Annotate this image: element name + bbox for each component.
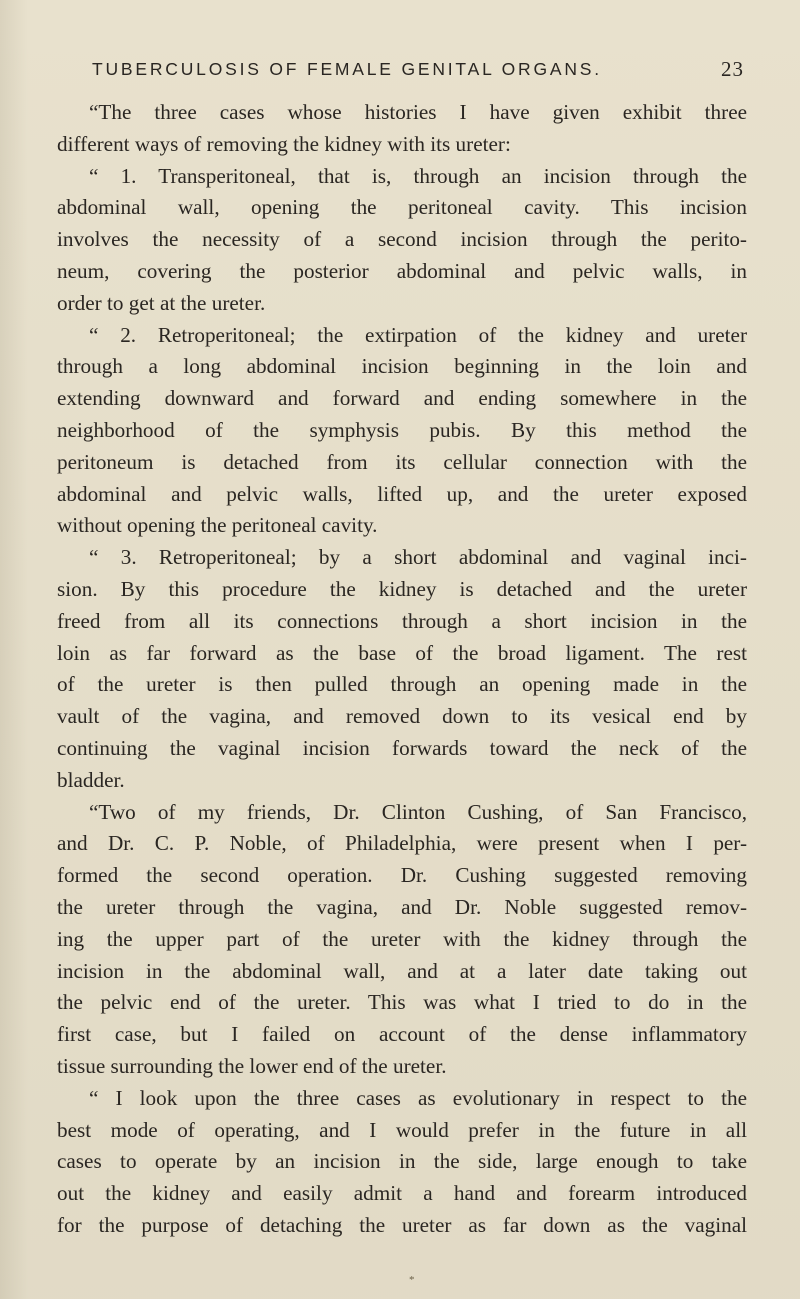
text-line: tissue surrounding the lower end of the ureter.: [57, 1053, 447, 1078]
running-head: [92, 59, 744, 89]
running-title: TUBERCULOSIS OF FEMALE GENITAL ORGANS.: [92, 59, 602, 79]
text-line: incision in the abdominal wall, and at a later date taking out: [57, 958, 747, 983]
text-line: loin as far forward as the base of the broad ligament. The rest: [57, 640, 747, 665]
text-line: extending downward and forward and ending somewhere in the: [57, 386, 747, 411]
text-line: out the kidney and easily admit a hand and forearm introduced: [57, 1181, 747, 1206]
text-line: ing the upper part of the ureter with the kidney through the: [57, 926, 747, 951]
text-line: best mode of operating, and I would prefer in the future in all: [57, 1117, 747, 1142]
text-line: freed from all its connections through a short incision in the: [57, 608, 747, 633]
text-line: the ureter through the vagina, and Dr. Noble suggested remov-: [57, 894, 747, 919]
text-line: “Two of my friends, Dr. Clinton Cushing, of San Francisco,: [89, 799, 747, 824]
text-line: “ 3. Retroperitoneal; by a short abdominal and vaginal inci-: [89, 545, 747, 570]
text-line: without opening the peritoneal cavity.: [57, 513, 378, 538]
text-line: involves the necessity of a second incision through the perito-: [57, 227, 747, 252]
text-line: “ 2. Retroperitoneal; the extirpation of the kidney and ureter: [89, 322, 747, 347]
text-line: “ I look upon the three cases as evolutionary in respect to the: [89, 1085, 747, 1110]
text-line: order to get at the ureter.: [57, 290, 266, 315]
text-line: neum, covering the posterior abdominal and pelvic walls, in: [57, 258, 747, 283]
text-line: neighborhood of the symphysis pubis. By this method the: [57, 417, 747, 442]
text-line: the pelvic end of the ureter. This was what I tried to do in the: [57, 990, 747, 1015]
text-line: abdominal and pelvic walls, lifted up, and the ureter exposed: [57, 481, 747, 506]
page-number: 23: [721, 57, 744, 81]
text-line: abdominal wall, opening the peritoneal cavity. This incision: [57, 195, 747, 220]
text-line: for the purpose of detaching the ureter as far down as the vaginal: [57, 1212, 747, 1237]
text-line: formed the second operation. Dr. Cushing suggested removing: [57, 863, 747, 888]
text-line: first case, but I failed on account of the dense inflammatory: [57, 1022, 747, 1047]
text-line: different ways of removing the kidney with its ureter:: [57, 131, 511, 156]
text-line: “The three cases whose histories I have given exhibit three: [89, 100, 747, 124]
text-line: bladder.: [57, 767, 125, 792]
text-line: “ 1. Transperitoneal, that is, through an incision through the: [89, 163, 747, 188]
text-line: peritoneum is detached from its cellular connection with the: [57, 449, 747, 474]
text-line: sion. By this procedure the kidney is detached and the ureter: [57, 576, 747, 601]
text-line: through a long abdominal incision beginning in the loin and: [57, 354, 747, 379]
text-line: continuing the vaginal incision forwards toward the neck of the: [57, 735, 747, 760]
text-line: of the ureter is then pulled through an opening made in the: [57, 672, 747, 697]
text-line: vault of the vagina, and removed down to its vesical end by: [57, 704, 747, 729]
signature-mark: *: [409, 1274, 415, 1286]
text-line: cases to operate by an incision in the side, large enough to take: [57, 1149, 747, 1174]
text-line: and Dr. C. P. Noble, of Philadelphia, were present when I per-: [57, 831, 747, 856]
body-text: [57, 97, 747, 1242]
